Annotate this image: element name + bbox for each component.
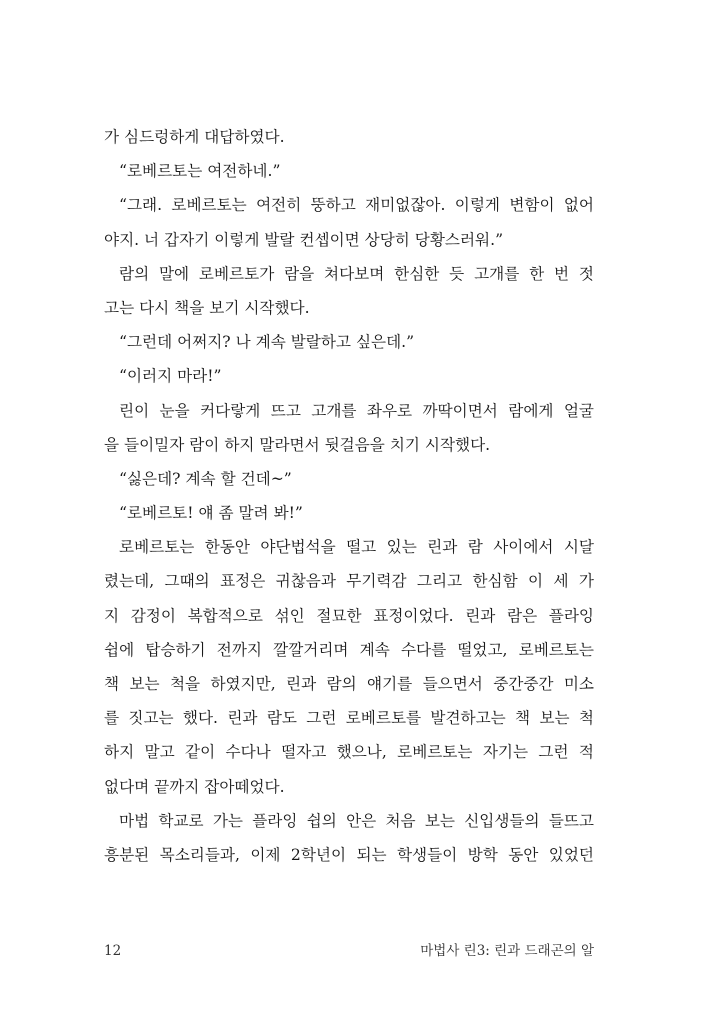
page-footer <box>104 939 594 963</box>
text-line: “로베르토는 여전하네.” <box>119 162 281 181</box>
text-line: “그런데 어쩌지? 나 계속 발랄하고 싶은데.” <box>119 333 415 352</box>
text-line: “이러지 마라!” <box>119 367 222 386</box>
text-line: 지 감정이 복합적으로 섞인 절묘한 표정이었다. 린과 람은 플라잉 <box>104 606 594 625</box>
text-line: 을 들이밀자 람이 하지 말라면서 뒷걸음을 치기 시작했다. <box>104 435 491 454</box>
text-line: “로베르토! 얘 좀 말려 봐!” <box>119 504 303 523</box>
text-line: “그래. 로베르토는 여전히 뚱하고 재미없잖아. 이렇게 변함이 없어 <box>119 196 594 215</box>
text-line: 흥분된 목소리들과, 이제 2학년이 되는 학생들이 방학 동안 있었던 <box>104 845 594 864</box>
text-line: 렸는데, 그때의 표정은 귀찮음과 무기력감 그리고 한심함 이 세 가 <box>104 572 594 591</box>
text-line: 를 짓고는 했다. 린과 람도 그런 로베르토를 발견하고는 책 보는 척 <box>104 709 594 728</box>
text-line: 로베르토는 한동안 야단법석을 떨고 있는 린과 람 사이에서 시달 <box>119 538 594 557</box>
text-line: 린이 눈을 커다랗게 뜨고 고개를 좌우로 까딱이면서 람에게 얼굴 <box>119 401 594 420</box>
text-line: 람의 말에 로베르토가 람을 쳐다보며 한심한 듯 고개를 한 번 젓 <box>119 264 594 283</box>
text-line: 가 심드렁하게 대답하였다. <box>104 128 285 146</box>
text-line: 야지. 너 갑자기 이렇게 발랄 컨셉이면 상당히 당황스러워.” <box>104 230 504 249</box>
text-line: 하지 말고 같이 수다나 떨자고 했으나, 로베르토는 자기는 그런 적 <box>104 743 594 762</box>
text-line: 쉽에 탑승하기 전까지 깔깔거리며 계속 수다를 떨었고, 로베르토는 <box>104 640 594 659</box>
text-line: “싫은데? 계속 할 건데~” <box>119 469 292 488</box>
running-title: 마법사 린3: 린과 드래곤의 알 <box>420 943 594 959</box>
text-line: 고는 다시 책을 보기 시작했다. <box>104 298 310 317</box>
page-number: 12 <box>104 943 122 959</box>
text-line: 마법 학교로 가는 플라잉 쉽의 안은 처음 보는 신입생들의 들뜨고 <box>119 811 594 830</box>
text-line: 없다며 끝까지 잡아떼었다. <box>104 777 285 796</box>
text-line: 책 보는 척을 하였지만, 린과 람의 얘기를 들으면서 중간중간 미소 <box>104 675 594 693</box>
body-text <box>104 120 594 872</box>
